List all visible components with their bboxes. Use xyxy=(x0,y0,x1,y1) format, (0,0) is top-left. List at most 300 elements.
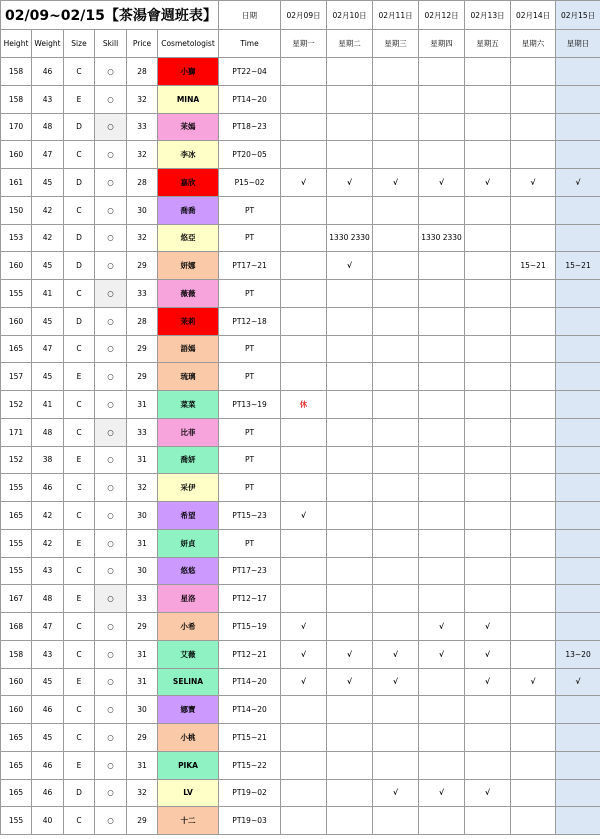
skill-cell: ○ xyxy=(95,585,127,613)
col-time: Time xyxy=(219,30,281,58)
day-cell: √ xyxy=(556,668,600,696)
day-cell xyxy=(281,224,327,252)
day-cell: 1330 2330 xyxy=(327,224,373,252)
day-cell xyxy=(511,280,556,308)
day-cell: √ xyxy=(465,668,511,696)
price-cell: 29 xyxy=(127,363,158,391)
day-cell xyxy=(511,557,556,585)
size-cell: D xyxy=(64,224,95,252)
price-cell: 28 xyxy=(127,58,158,86)
table-row xyxy=(1,807,600,835)
cosmetologist-name[interactable]: 希望 xyxy=(158,502,219,530)
cosmetologist-name[interactable]: 娜寶 xyxy=(158,696,219,724)
day-cell xyxy=(419,363,465,391)
price-cell: 33 xyxy=(127,418,158,446)
day-cell xyxy=(465,391,511,419)
day-cell xyxy=(556,363,600,391)
price-cell: 29 xyxy=(127,724,158,752)
time-cell: PT xyxy=(219,196,281,224)
day-cell: 13~20 xyxy=(556,640,600,668)
table-row xyxy=(1,58,600,86)
price-cell: 30 xyxy=(127,696,158,724)
title-row xyxy=(1,1,600,30)
table-row xyxy=(1,307,600,335)
day-cell xyxy=(465,252,511,280)
price-cell: 31 xyxy=(127,446,158,474)
table-row xyxy=(1,113,600,141)
size-cell: C xyxy=(64,640,95,668)
cosmetologist-name[interactable]: 妍娜 xyxy=(158,252,219,280)
price-cell: 33 xyxy=(127,280,158,308)
time-cell: PT20~05 xyxy=(219,141,281,169)
weight-cell: 45 xyxy=(32,252,64,280)
day-cell xyxy=(281,280,327,308)
col-weight: Weight xyxy=(32,30,64,58)
weight-cell: 47 xyxy=(32,613,64,641)
skill-cell: ○ xyxy=(95,668,127,696)
price-cell: 32 xyxy=(127,85,158,113)
day-cell xyxy=(327,58,373,86)
day-cell xyxy=(281,529,327,557)
day-cell: √ xyxy=(281,169,327,197)
skill-cell: ○ xyxy=(95,446,127,474)
day-cell xyxy=(327,751,373,779)
table-row xyxy=(1,502,600,530)
time-cell: PT19~03 xyxy=(219,807,281,835)
day-cell xyxy=(281,724,327,752)
cosmetologist-name[interactable]: 采伊 xyxy=(158,474,219,502)
day-cell xyxy=(465,335,511,363)
price-cell: 29 xyxy=(127,335,158,363)
day-cell xyxy=(327,696,373,724)
day-cell xyxy=(419,85,465,113)
weight-cell: 42 xyxy=(32,196,64,224)
cosmetologist-name[interactable]: LV xyxy=(158,779,219,807)
weight-cell: 46 xyxy=(32,474,64,502)
size-cell: C xyxy=(64,335,95,363)
date-mon: 02月09日 xyxy=(281,1,327,30)
skill-cell: ○ xyxy=(95,696,127,724)
table-row xyxy=(1,779,600,807)
day-cell xyxy=(327,529,373,557)
size-cell: E xyxy=(64,668,95,696)
date-thu: 02月12日 xyxy=(419,1,465,30)
day-cell xyxy=(511,196,556,224)
height-cell: 160 xyxy=(1,668,32,696)
date-fri: 02月13日 xyxy=(465,1,511,30)
height-cell: 165 xyxy=(1,335,32,363)
day-cell xyxy=(327,446,373,474)
day-cell xyxy=(465,807,511,835)
day-cell xyxy=(327,779,373,807)
day-cell: √ xyxy=(419,640,465,668)
price-cell: 31 xyxy=(127,640,158,668)
height-cell: 155 xyxy=(1,557,32,585)
time-cell: PT xyxy=(219,474,281,502)
day-cell xyxy=(465,58,511,86)
weight-cell: 45 xyxy=(32,668,64,696)
cosmetologist-name[interactable]: SELINA xyxy=(158,668,219,696)
size-cell: C xyxy=(64,502,95,530)
day-cell xyxy=(281,141,327,169)
day-cell xyxy=(373,363,419,391)
day-cell xyxy=(281,696,327,724)
day-cell xyxy=(419,280,465,308)
time-cell: PT xyxy=(219,224,281,252)
weight-cell: 45 xyxy=(32,307,64,335)
day-cell xyxy=(419,807,465,835)
price-cell: 31 xyxy=(127,529,158,557)
table-row xyxy=(1,724,600,752)
weight-cell: 48 xyxy=(32,113,64,141)
day-cell xyxy=(373,474,419,502)
day-cell xyxy=(281,585,327,613)
skill-cell: ○ xyxy=(95,58,127,86)
day-cell xyxy=(465,363,511,391)
day-cell xyxy=(327,85,373,113)
day-cell xyxy=(419,418,465,446)
day-cell xyxy=(465,280,511,308)
day-cell xyxy=(373,446,419,474)
day-cell xyxy=(327,807,373,835)
time-cell: PT12~21 xyxy=(219,640,281,668)
weight-cell: 46 xyxy=(32,58,64,86)
day-cell xyxy=(556,391,600,419)
cosmetologist-name[interactable]: 小希 xyxy=(158,613,219,641)
day-cell xyxy=(419,391,465,419)
height-cell: 160 xyxy=(1,696,32,724)
day-cell xyxy=(327,557,373,585)
day-cell: √ xyxy=(419,169,465,197)
size-cell: C xyxy=(64,474,95,502)
weekday-tue: 星期二 xyxy=(327,30,373,58)
time-cell: PT17~23 xyxy=(219,557,281,585)
time-cell: PT22~04 xyxy=(219,58,281,86)
height-cell: 168 xyxy=(1,613,32,641)
day-cell: √ xyxy=(281,502,327,530)
day-cell xyxy=(511,307,556,335)
weight-cell: 46 xyxy=(32,696,64,724)
table-row xyxy=(1,474,600,502)
day-cell: √ xyxy=(465,169,511,197)
height-cell: 167 xyxy=(1,585,32,613)
day-cell xyxy=(281,446,327,474)
day-cell xyxy=(373,85,419,113)
day-cell xyxy=(419,446,465,474)
day-cell xyxy=(419,724,465,752)
cosmetologist-name[interactable]: PIKA xyxy=(158,751,219,779)
height-cell: 152 xyxy=(1,391,32,419)
price-cell: 29 xyxy=(127,613,158,641)
height-cell: 155 xyxy=(1,280,32,308)
day-cell xyxy=(373,807,419,835)
size-cell: C xyxy=(64,807,95,835)
day-cell xyxy=(511,363,556,391)
day-cell xyxy=(373,557,419,585)
day-cell xyxy=(511,640,556,668)
weight-cell: 47 xyxy=(32,141,64,169)
day-cell xyxy=(465,696,511,724)
cosmetologist-name[interactable]: 妍貞 xyxy=(158,529,219,557)
size-cell: D xyxy=(64,779,95,807)
day-cell xyxy=(511,696,556,724)
day-cell xyxy=(556,529,600,557)
day-cell xyxy=(419,696,465,724)
day-cell xyxy=(373,418,419,446)
price-cell: 33 xyxy=(127,585,158,613)
day-cell: √ xyxy=(465,613,511,641)
day-cell: √ xyxy=(327,252,373,280)
time-cell: PT14~20 xyxy=(219,85,281,113)
day-cell xyxy=(556,141,600,169)
day-cell: 15~21 xyxy=(556,252,600,280)
skill-cell: ○ xyxy=(95,280,127,308)
day-cell xyxy=(281,779,327,807)
day-cell xyxy=(556,418,600,446)
day-cell xyxy=(511,474,556,502)
time-cell: PT xyxy=(219,529,281,557)
day-cell xyxy=(373,696,419,724)
price-cell: 30 xyxy=(127,502,158,530)
skill-cell: ○ xyxy=(95,529,127,557)
table-row xyxy=(1,224,600,252)
date-sat: 02月14日 xyxy=(511,1,556,30)
day-cell xyxy=(556,224,600,252)
table-row xyxy=(1,418,600,446)
day-cell xyxy=(373,113,419,141)
col-height: Height xyxy=(1,30,32,58)
day-cell xyxy=(373,252,419,280)
table-row xyxy=(1,751,600,779)
col-size: Size xyxy=(64,30,95,58)
day-cell xyxy=(327,141,373,169)
day-cell xyxy=(556,696,600,724)
day-cell xyxy=(511,58,556,86)
weight-cell: 45 xyxy=(32,724,64,752)
time-cell: PT17~21 xyxy=(219,252,281,280)
day-cell xyxy=(556,446,600,474)
day-cell xyxy=(511,418,556,446)
day-cell xyxy=(556,280,600,308)
day-cell: √ xyxy=(373,169,419,197)
day-cell xyxy=(419,141,465,169)
weight-cell: 47 xyxy=(32,335,64,363)
day-cell xyxy=(465,751,511,779)
height-cell: 155 xyxy=(1,807,32,835)
cosmetologist-name[interactable]: MINA xyxy=(158,85,219,113)
price-cell: 32 xyxy=(127,474,158,502)
day-cell: √ xyxy=(511,668,556,696)
weekday-mon: 星期一 xyxy=(281,30,327,58)
cosmetologist-name[interactable]: 嘉欣 xyxy=(158,169,219,197)
height-cell: 153 xyxy=(1,224,32,252)
day-cell xyxy=(511,613,556,641)
price-cell: 32 xyxy=(127,779,158,807)
col-skill: Skill xyxy=(95,30,127,58)
skill-cell: ○ xyxy=(95,751,127,779)
day-cell xyxy=(327,307,373,335)
day-cell: 15~21 xyxy=(511,252,556,280)
size-cell: C xyxy=(64,724,95,752)
skill-cell: ○ xyxy=(95,113,127,141)
day-cell xyxy=(465,585,511,613)
size-cell: C xyxy=(64,196,95,224)
size-cell: D xyxy=(64,169,95,197)
day-cell xyxy=(511,335,556,363)
size-cell: E xyxy=(64,585,95,613)
cosmetologist-name[interactable]: 李冰 xyxy=(158,141,219,169)
size-cell: D xyxy=(64,307,95,335)
weight-cell: 43 xyxy=(32,557,64,585)
weight-cell: 45 xyxy=(32,169,64,197)
day-cell xyxy=(556,196,600,224)
weekday-sat: 星期六 xyxy=(511,30,556,58)
height-cell: 165 xyxy=(1,724,32,752)
cosmetologist-name[interactable]: 菜菜 xyxy=(158,391,219,419)
cosmetologist-name[interactable]: 茉莉 xyxy=(158,307,219,335)
time-cell: PT15~22 xyxy=(219,751,281,779)
cosmetologist-name[interactable]: 喬喬 xyxy=(158,196,219,224)
height-cell: 165 xyxy=(1,779,32,807)
day-cell xyxy=(327,724,373,752)
cosmetologist-name[interactable]: 十二 xyxy=(158,807,219,835)
size-cell: C xyxy=(64,557,95,585)
day-cell xyxy=(281,85,327,113)
day-cell xyxy=(327,474,373,502)
weight-cell: 42 xyxy=(32,224,64,252)
price-cell: 31 xyxy=(127,668,158,696)
day-cell xyxy=(373,307,419,335)
day-cell xyxy=(511,446,556,474)
cosmetologist-name[interactable]: 琉璃 xyxy=(158,363,219,391)
cosmetologist-name[interactable]: 艾薇 xyxy=(158,640,219,668)
day-cell xyxy=(511,529,556,557)
price-cell: 30 xyxy=(127,196,158,224)
day-cell xyxy=(373,224,419,252)
weight-cell: 43 xyxy=(32,85,64,113)
day-cell xyxy=(373,585,419,613)
day-cell xyxy=(465,85,511,113)
day-cell xyxy=(465,502,511,530)
size-cell: E xyxy=(64,751,95,779)
day-cell xyxy=(511,724,556,752)
table-row xyxy=(1,446,600,474)
weekday-thu: 星期四 xyxy=(419,30,465,58)
cosmetologist-name[interactable]: 薇薇 xyxy=(158,280,219,308)
time-cell: PT13~19 xyxy=(219,391,281,419)
day-cell xyxy=(281,418,327,446)
weight-cell: 40 xyxy=(32,807,64,835)
height-cell: 171 xyxy=(1,418,32,446)
time-cell: PT12~18 xyxy=(219,307,281,335)
table-row xyxy=(1,696,600,724)
cosmetologist-name[interactable]: 悠悠 xyxy=(158,557,219,585)
weekday-wed: 星期三 xyxy=(373,30,419,58)
cosmetologist-name[interactable]: 小桃 xyxy=(158,724,219,752)
table-row xyxy=(1,196,600,224)
cosmetologist-name[interactable]: 茉嫣 xyxy=(158,113,219,141)
price-cell: 28 xyxy=(127,169,158,197)
skill-cell: ○ xyxy=(95,307,127,335)
day-cell: 休 xyxy=(281,391,327,419)
cosmetologist-name[interactable]: 比菲 xyxy=(158,418,219,446)
day-cell xyxy=(281,807,327,835)
day-cell xyxy=(327,280,373,308)
day-cell xyxy=(556,557,600,585)
table-row xyxy=(1,141,600,169)
day-cell xyxy=(511,85,556,113)
cosmetologist-name[interactable]: 語嫣 xyxy=(158,335,219,363)
day-cell xyxy=(419,502,465,530)
price-cell: 31 xyxy=(127,751,158,779)
skill-cell: ○ xyxy=(95,724,127,752)
size-cell: E xyxy=(64,363,95,391)
day-cell xyxy=(281,113,327,141)
day-cell xyxy=(556,779,600,807)
day-cell xyxy=(373,58,419,86)
table-row xyxy=(1,169,600,197)
day-cell xyxy=(419,751,465,779)
day-cell: √ xyxy=(327,640,373,668)
day-cell xyxy=(511,502,556,530)
day-cell xyxy=(281,58,327,86)
height-cell: 150 xyxy=(1,196,32,224)
cosmetologist-name[interactable]: 喬妍 xyxy=(158,446,219,474)
cosmetologist-name[interactable]: 小獅 xyxy=(158,58,219,86)
day-cell: √ xyxy=(465,779,511,807)
skill-cell: ○ xyxy=(95,779,127,807)
weight-cell: 43 xyxy=(32,640,64,668)
day-cell xyxy=(511,391,556,419)
size-cell: E xyxy=(64,446,95,474)
day-cell xyxy=(556,474,600,502)
day-cell xyxy=(373,502,419,530)
day-cell xyxy=(556,335,600,363)
skill-cell: ○ xyxy=(95,557,127,585)
date-label: 日期 xyxy=(219,1,281,30)
time-cell: P15~02 xyxy=(219,169,281,197)
size-cell: D xyxy=(64,113,95,141)
day-cell xyxy=(556,724,600,752)
day-cell xyxy=(327,196,373,224)
day-cell xyxy=(419,529,465,557)
cosmetologist-name[interactable]: 星洛 xyxy=(158,585,219,613)
day-cell xyxy=(556,58,600,86)
skill-cell: ○ xyxy=(95,613,127,641)
size-cell: C xyxy=(64,280,95,308)
height-cell: 165 xyxy=(1,751,32,779)
cosmetologist-name[interactable]: 悠亞 xyxy=(158,224,219,252)
height-cell: 160 xyxy=(1,307,32,335)
day-cell xyxy=(327,502,373,530)
skill-cell: ○ xyxy=(95,474,127,502)
day-cell xyxy=(327,418,373,446)
weight-cell: 48 xyxy=(32,585,64,613)
price-cell: 31 xyxy=(127,391,158,419)
height-cell: 155 xyxy=(1,529,32,557)
size-cell: D xyxy=(64,252,95,280)
height-cell: 160 xyxy=(1,252,32,280)
day-cell: √ xyxy=(419,613,465,641)
price-cell: 28 xyxy=(127,307,158,335)
day-cell xyxy=(281,196,327,224)
height-cell: 161 xyxy=(1,169,32,197)
time-cell: PT14~20 xyxy=(219,696,281,724)
weight-cell: 48 xyxy=(32,418,64,446)
day-cell xyxy=(419,557,465,585)
time-cell: PT xyxy=(219,335,281,363)
weight-cell: 45 xyxy=(32,363,64,391)
